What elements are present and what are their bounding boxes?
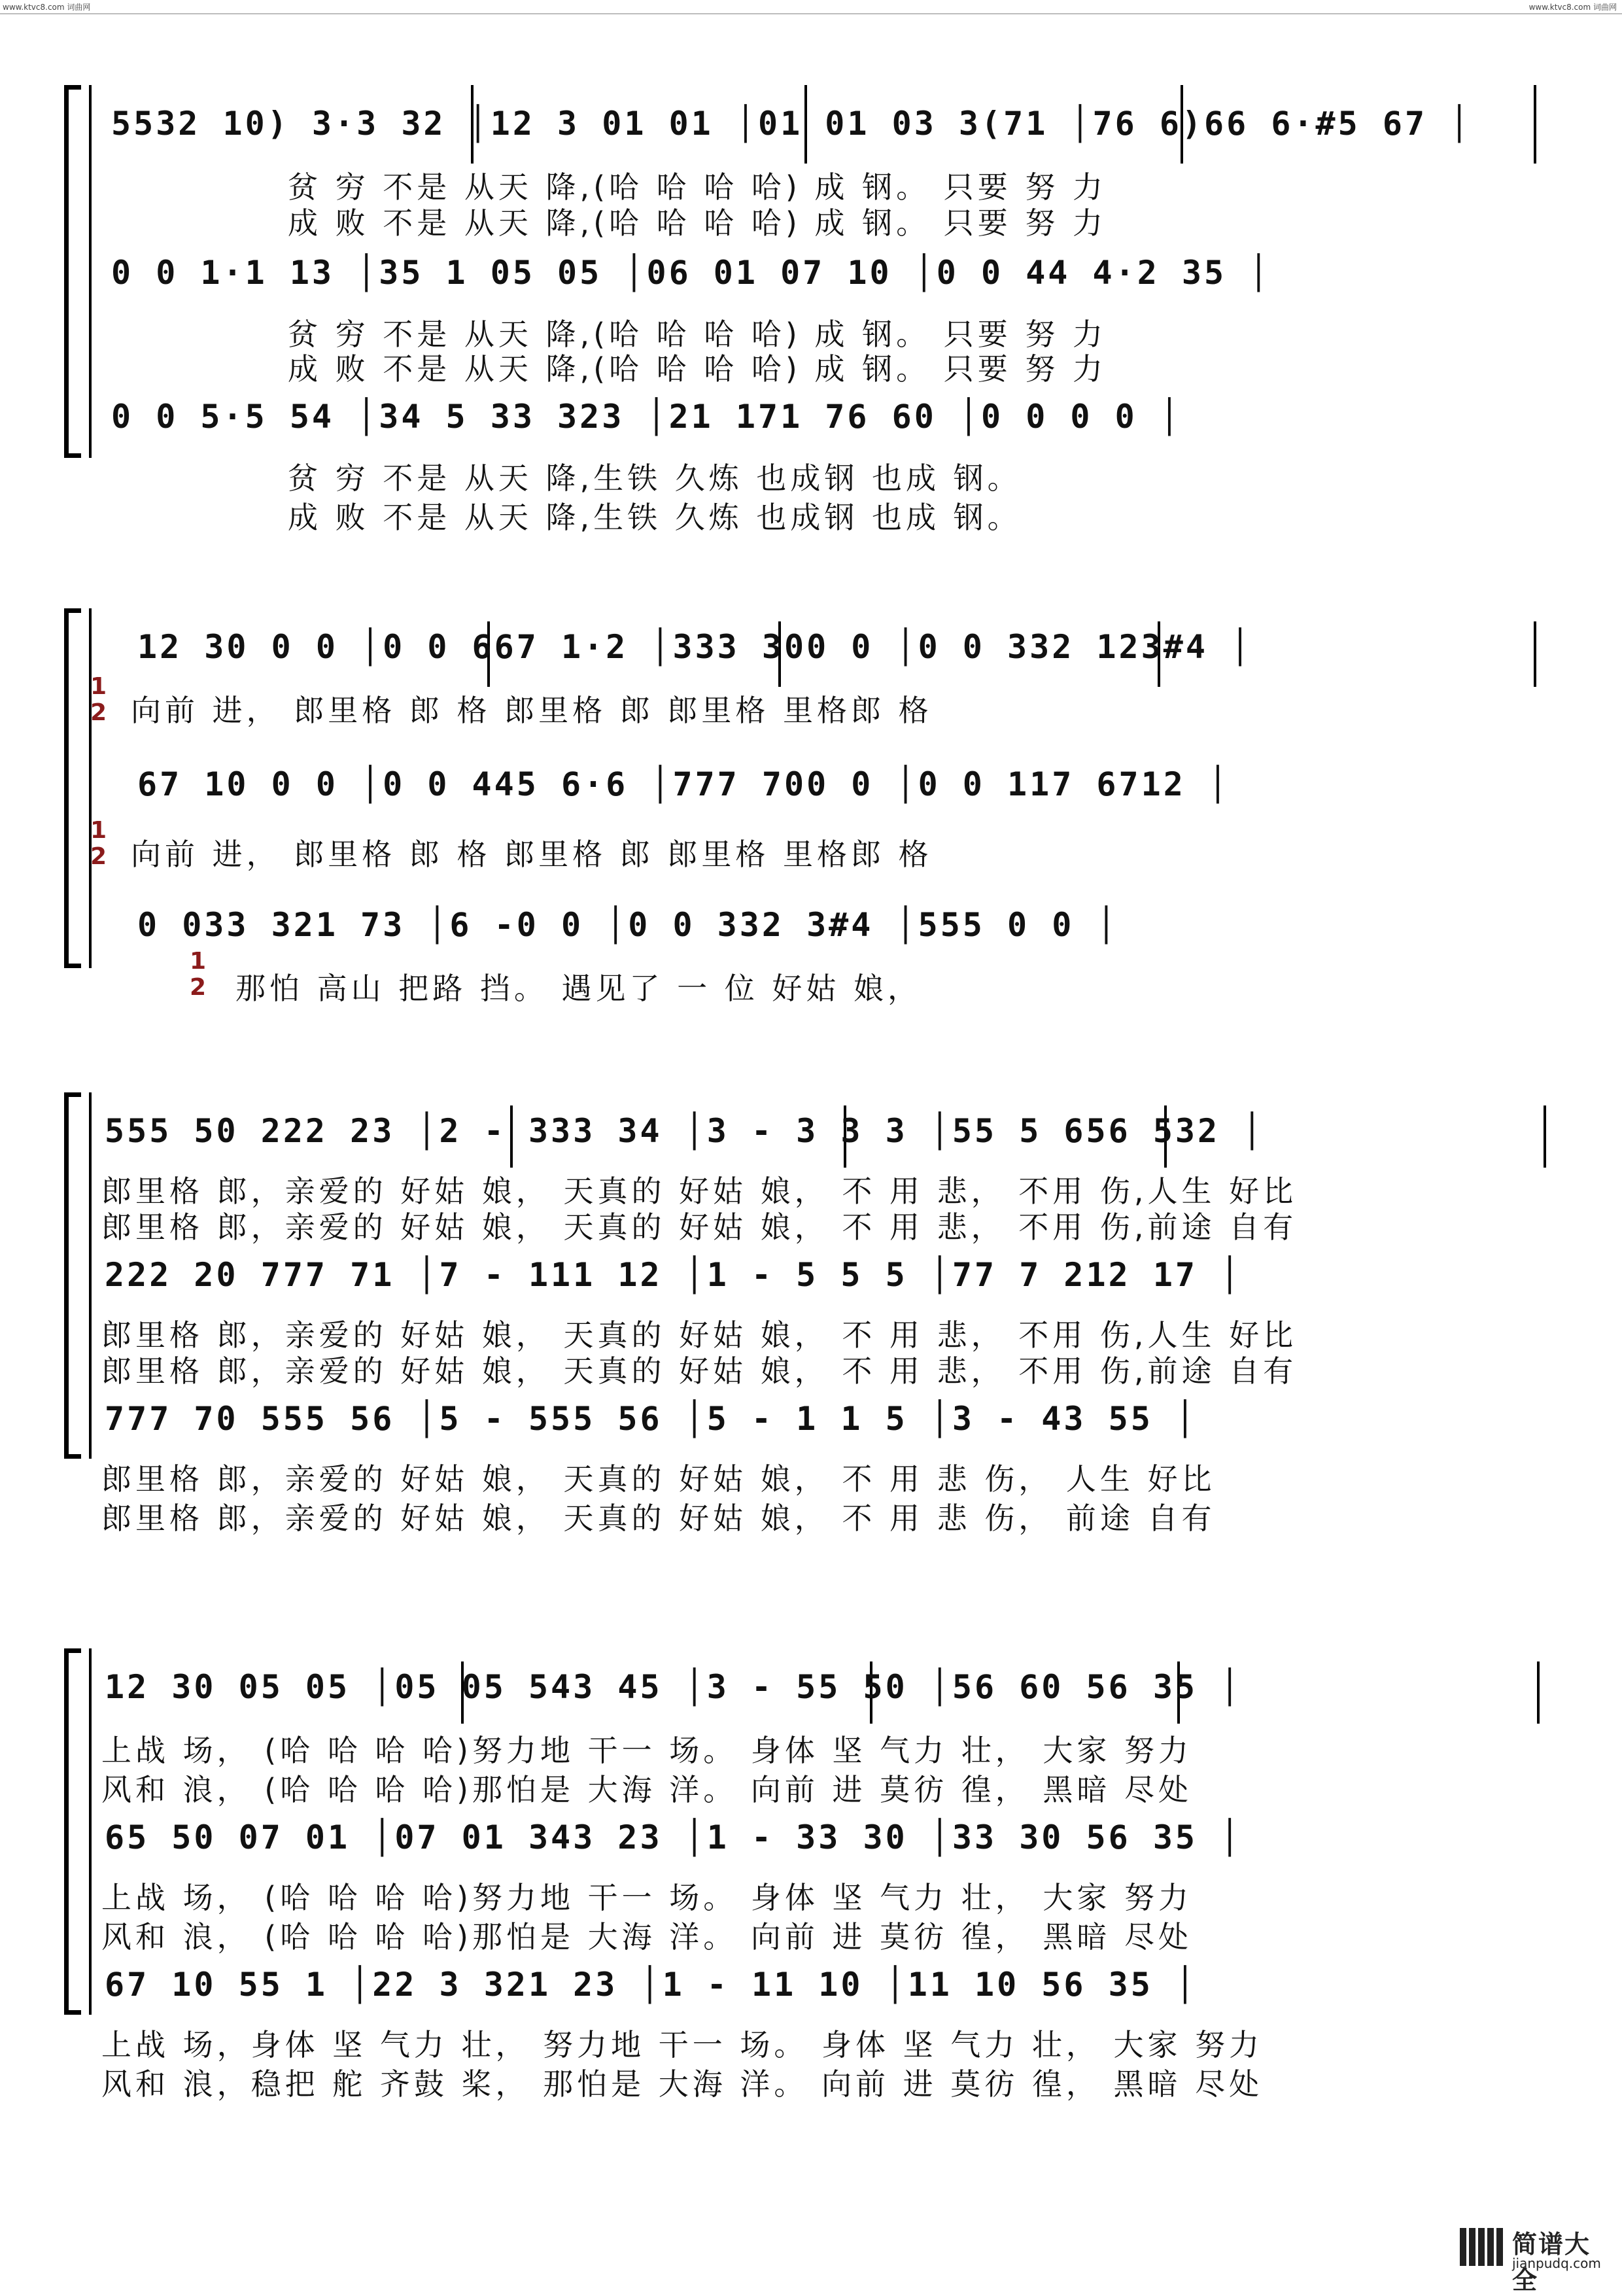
notation-row: 0 033 321 73 │6 -0 0 │0 0 332 3#4 │555 0 0 │ <box>137 906 1119 944</box>
lyric-row: 向前 进， 郎里格 郎 格 郎里格 郎 郎里格 里格郎 格 <box>131 837 933 872</box>
lyric-row: 风和 浪， (哈 哈 哈 哈)那怕是 大海 洋。 向前 进 莫彷 徨， 黑暗 尽处 <box>101 1772 1192 1807</box>
notation-row: 67 10 55 1 │22 3 321 23 │1 - 11 10 │11 10 56 35 │ <box>105 1966 1198 2004</box>
header-divider <box>0 13 1622 14</box>
notation-row: 0 0 5·5 54 │34 5 33 323 │21 171 76 60 │0 0 0 0 │ <box>111 398 1182 436</box>
verse-number: 1 <box>90 673 107 700</box>
lyric-row: 贫 穷 不是 从天 降,(哈 哈 哈 哈) 成 钢。 只要 努 力 <box>288 169 1107 205</box>
barline <box>1537 1661 1540 1724</box>
piano-keys-icon <box>1460 2228 1506 2266</box>
verse-number: 1 <box>190 948 207 975</box>
lyric-row: 上战 场，身体 坚 气力 壮， 努力地 干一 场。 身体 坚 气力 壮， 大家 努力 <box>101 2027 1264 2062</box>
lyric-row: 向前 进， 郎里格 郎 格 郎里格 郎 郎里格 里格郎 格 <box>131 693 933 728</box>
notation-row: 0 0 1·1 13 │35 1 05 05 │06 01 07 10 │0 0 44 4·2 35 │ <box>111 254 1271 292</box>
lyric-row: 那怕 高山 把路 挡。 遇见了 一 位 好姑 娘， <box>235 971 922 1006</box>
lyric-row: 郎里格 郎，亲爱的 好姑 娘， 天真的 好姑 娘， 不 用 悲， 不用 伤,前途 自有 <box>101 1209 1298 1245</box>
verse-number: 2 <box>190 974 207 1001</box>
notation-row: 777 70 555 56 │5 - 555 56 │5 - 1 1 5 │3 - 43 55 │ <box>105 1400 1198 1438</box>
lyric-row: 成 败 不是 从天 降,(哈 哈 哈 哈) 成 钢。 只要 努 力 <box>288 351 1107 387</box>
notation-row: 555 50 222 23 │2 - 333 34 │3 - 3 3 3 │55 5 656 532 │ <box>105 1112 1265 1150</box>
barline <box>1534 85 1536 164</box>
lyric-row: 成 败 不是 从天 降,(哈 哈 哈 哈) 成 钢。 只要 努 力 <box>288 205 1107 241</box>
system-bracket <box>64 1092 81 1459</box>
logo-name: 简谱大全 <box>1512 2230 1591 2295</box>
notation-row: 12 30 05 05 │05 05 543 45 │3 - 55 50 │56 60 56 35 │ <box>105 1668 1243 1706</box>
verse-marker <box>90 818 107 870</box>
lyric-row: 郎里格 郎，亲爱的 好姑 娘， 天真的 好姑 娘， 不 用 悲， 不用 伤,人生 好比 <box>101 1174 1298 1209</box>
verse-marker <box>90 674 107 726</box>
notation-row: 12 30 0 0 │0 0 667 1·2 │333 300 0 │0 0 332 123#4 │ <box>137 628 1253 666</box>
lyric-row: 贫 穷 不是 从天 降,(哈 哈 哈 哈) 成 钢。 只要 努 力 <box>288 317 1107 352</box>
lyric-row: 郎里格 郎，亲爱的 好姑 娘， 天真的 好姑 娘， 不 用 悲， 不用 伤,前途 自有 <box>101 1353 1298 1389</box>
system-line <box>89 1092 92 1459</box>
notation-row: 65 50 07 01 │07 01 343 23 │1 - 33 30 │33 30 56 35 │ <box>105 1818 1243 1856</box>
lyric-row: 上战 场， (哈 哈 哈 哈)努力地 干一 场。 身体 坚 气力 壮， 大家 努力 <box>101 1880 1192 1915</box>
verse-marker <box>190 948 206 1001</box>
system-line <box>89 608 92 968</box>
lyric-row: 郎里格 郎，亲爱的 好姑 娘， 天真的 好姑 娘， 不 用 悲 伤， 前途 自有 <box>101 1501 1216 1536</box>
site-watermark-left: www.ktvc8.com 词曲网 <box>3 3 91 12</box>
system-line <box>89 1648 92 2015</box>
verse-number: 1 <box>90 817 107 844</box>
lyric-row: 郎里格 郎，亲爱的 好姑 娘， 天真的 好姑 娘， 不 用 悲 伤， 人生 好比 <box>101 1461 1216 1497</box>
lyric-row: 风和 浪， (哈 哈 哈 哈)那怕是 大海 洋。 向前 进 莫彷 徨， 黑暗 尽处 <box>101 1919 1192 1955</box>
lyric-row: 成 败 不是 从天 降,生铁 久炼 也成钢 也成 钢。 <box>288 500 1022 535</box>
barline <box>1534 621 1536 687</box>
site-logo <box>1460 2221 1604 2295</box>
lyric-row: 上战 场， (哈 哈 哈 哈)努力地 干一 场。 身体 坚 气力 壮， 大家 努力 <box>101 1733 1192 1768</box>
notation-row: 222 20 777 71 │7 - 111 12 │1 - 5 5 5 │77 7 212 17 │ <box>105 1256 1243 1294</box>
system-bracket <box>64 1648 81 2015</box>
lyric-row: 贫 穷 不是 从天 降,生铁 久炼 也成钢 也成 钢。 <box>288 461 1022 496</box>
notation-row: 5532 10) 3·3 32 │12 3 01 01 │01 01 03 3(71 │76 6)66 6·#5 67 │ <box>111 105 1472 143</box>
system-line <box>89 85 92 458</box>
lyric-row: 郎里格 郎，亲爱的 好姑 娘， 天真的 好姑 娘， 不 用 悲， 不用 伤,人生 好比 <box>101 1317 1298 1353</box>
verse-number: 2 <box>90 843 107 870</box>
system-bracket <box>64 85 81 458</box>
notation-row: 67 10 0 0 │0 0 445 6·6 │777 700 0 │0 0 117 6712 │ <box>137 765 1231 803</box>
barline <box>1544 1105 1546 1168</box>
system-bracket <box>64 608 81 968</box>
verse-number: 2 <box>90 699 107 726</box>
logo-url: jianpudq.com <box>1512 2255 1601 2271</box>
lyric-row: 风和 浪，稳把 舵 齐鼓 桨， 那怕是 大海 洋。 向前 进 莫彷 徨， 黑暗 尽处 <box>101 2066 1264 2102</box>
site-watermark-right: www.ktvc8.com 词曲网 <box>1528 3 1617 12</box>
